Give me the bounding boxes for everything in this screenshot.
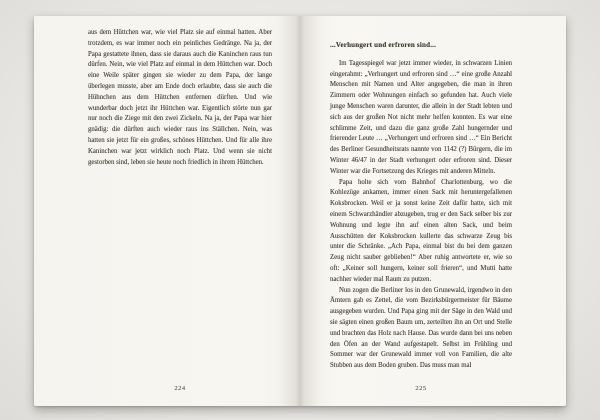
- right-page-number: 225: [415, 385, 427, 392]
- left-page-number: 224: [174, 385, 186, 392]
- chapter-heading: ...Verhungert und erfroren sind...: [330, 41, 437, 49]
- right-page-paragraph: Nun zogen die Berliner los in den Grunewald, irgendwo in den Ämtern gab es Zettel, die vom Bezirksbürgermeister für Bäume ausgegeben wurden. Und Papa ging mit der Säge in den Wald und sie sägten einen großen Baum um, zerteilten ihn an Ort und Stelle und brachten das Holz nach Hause. Das wurde dann bei uns neben den Öfen an der Wand aufgestapelt. Selbst im Frühling und Sommer war der Grunewald immer voll von Familien, die alte Stubben aus dem Boden gruben. Das muss man mal: [330, 286, 512, 370]
- book-spread: [34, 16, 566, 406]
- right-page-paragraph: Papa holte sich vom Bahnhof Charlottenburg, wo die Kohlezüge ankamen, immer einen Sack mit heruntergefallenen Koksbrocken. Weil er ja sonst keine Zeit dafür hatte, sich mit einem Schwarzhändler abzugeben, trug er den Sack selber bis zur Wohnung und legte ihn auf einen alten Sack, und beim Ausschütten der Koksbrocken kullerte das schwarze Zeug bis unter die Schränke. „Ach Papa, einmal bist du bei dem ganzen Zeug nicht sauber geblieben!“ Aber ruhig antwortete er, wie so oft: „Keiner soll hungern, keiner soll frieren“, und Mutti hatte nachher wieder mal Raum zu putzen.: [330, 178, 512, 283]
- left-page-text-block: [88, 28, 272, 168]
- left-page: [34, 16, 300, 406]
- left-page-paragraph: aus dem Hüttchen war, wie viel Platz sie auf einmal hatten. Aber trotzdem, es war immer noch ein peinliches Gedränge. Na ja, der Papa gestattete ihnen, dass sie daraus auch die Kaninchen raus tun dürfen. Nein, wie viel Platz auf einmal in dem Hüttchen war. Doch eine Weile später gingen sie wieder zu dem Papa, der lange überlegen musste, aber am Ende doch erlaubte, dass sie auch die Hühnchen aus dem Hüttchen entfernen dürften. Und wie wunderbar doch jetzt ihr Hüttchen war. Eigentlich störte nun gar nur noch die Ziege mit den zwei Zickeln. Na ja, der Papa war hier gnädig: die dürften auch wieder raus ins Ställchen. Nein, was hatten sie jetzt für ein großes, schönes Hüttchen. Und für alle ihre Kaninchen war jetzt wirklich noch Platz. Und wenn sie nicht gestorben sind, leben sie heute noch friedlich in ihrem Hüttchen.: [88, 29, 272, 166]
- right-page-paragraph: Im Tagesspiegel war jetzt immer wieder, in schwarzen Linien eingerahmt: „Verhungert und erfroren sind …“ eine große Anzahl Menschen mit Namen und Alter angegeben, die man in ihren Zimmern oder Wohnungen einfach so gefunden hat. Auch viele junge Menschen waren darunter, die allein in der Stadt lebten und sich aus der großen Not nicht mehr helfen konnten. Es war eine schlimme Zeit, und dazu die ganz große Zahl hungernder und frierender Leute … „Verhungert und erfroren sind …“ Ein Bericht des Berliner Gesundheitsrats nannte von 1142 (?) Bürgern, die im Winter 46/47 in der Stadt verhungert oder erfroren sind. Dieser Winter war die Fortsetzung des Krieges mit anderen Mitteln.: [330, 59, 512, 175]
- right-page: [300, 16, 566, 406]
- right-page-text-block: [330, 40, 512, 372]
